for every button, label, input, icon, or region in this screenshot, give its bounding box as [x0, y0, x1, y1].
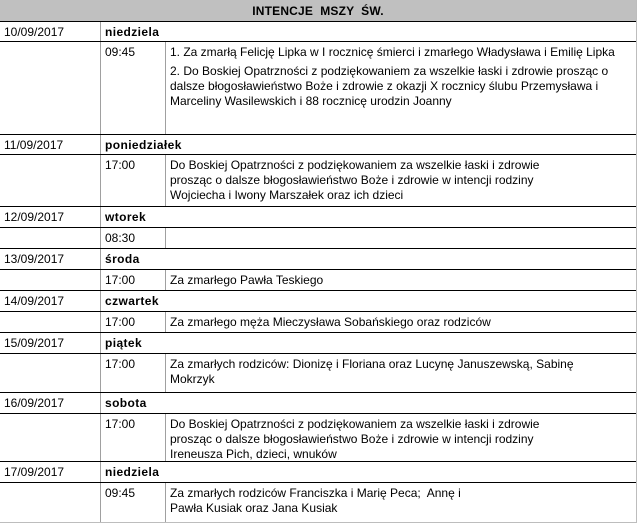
- weekday-cell: sobota: [100, 393, 636, 413]
- empty-cell: [0, 155, 100, 206]
- time-cell: 09:45: [100, 483, 165, 522]
- empty-cell: [0, 312, 100, 332]
- mass-row: [0, 312, 636, 333]
- intention-cell: [165, 42, 636, 134]
- intention-text: 1. Za zmarłą Felicję Lipka w I rocznicę śmierci i zmarłego Władysława i Emilię Lipka: [170, 45, 615, 59]
- date-cell: 15/09/2017: [4, 336, 65, 350]
- date-cell: 16/09/2017: [4, 396, 65, 410]
- mass-row: [0, 155, 636, 207]
- time-cell: 17:00: [100, 270, 165, 290]
- intention-cell: [165, 414, 636, 461]
- weekday-cell: piątek: [100, 333, 636, 353]
- day-row: [0, 207, 636, 228]
- mass-row: [0, 354, 636, 393]
- intention-text: Za zmarłego męża Mieczysława Sobańskiego oraz rodziców: [170, 315, 491, 329]
- time-cell: 09:45: [100, 42, 165, 134]
- weekday-cell: środa: [100, 249, 636, 269]
- time-cell: 17:00: [100, 312, 165, 332]
- weekday-cell: wtorek: [100, 207, 636, 227]
- intention-cell: [165, 483, 636, 522]
- table-title: INTENCJE MSZY ŚW.: [0, 0, 636, 22]
- date-cell: 10/09/2017: [4, 25, 65, 39]
- weekday-cell: poniedziałek: [100, 135, 636, 154]
- day-row: [0, 291, 636, 312]
- date-cell: 17/09/2017: [4, 465, 65, 479]
- weekday-cell: niedziela: [100, 462, 636, 482]
- intention-text: Do Boskiej Opatrzności z podziękowaniem za wszelkie łaski i zdrowie prosząc o dalsze błogosławieństwo Boże i zdrowie w intencji rodziny Wojciecha i Iwony Marszałek oraz ich dzieci: [170, 158, 540, 202]
- intention-text: Do Boskiej Opatrzności z podziękowaniem za wszelkie łaski i zdrowie prosząc o dalsze błogosławieństwo Boże i zdrowie w intencji rodziny Ireneusza Pich, dzieci, wnuków: [170, 417, 540, 461]
- mass-row: [0, 414, 636, 462]
- empty-cell: [0, 414, 100, 461]
- day-row: [0, 22, 636, 42]
- weekday-cell: niedziela: [100, 22, 636, 41]
- intention-text: Za zmarłych rodziców Franciszka i Marię Peca; Annę i Pawła Kusiak oraz Jana Kusiak: [170, 486, 465, 515]
- empty-cell: [0, 354, 100, 392]
- empty-cell: [0, 42, 100, 134]
- intention-cell: [165, 354, 636, 392]
- day-row: [0, 249, 636, 270]
- date-cell: 11/09/2017: [4, 138, 64, 152]
- day-row: [0, 333, 636, 354]
- mass-row: [0, 483, 636, 522]
- empty-cell: [0, 483, 100, 522]
- empty-cell: [0, 228, 100, 248]
- intention-cell: [165, 155, 636, 206]
- mass-row: [0, 270, 636, 291]
- time-cell: 17:00: [100, 155, 165, 206]
- date-cell: 14/09/2017: [4, 294, 65, 308]
- mass-row: [0, 228, 636, 249]
- day-row: [0, 135, 636, 155]
- mass-row: [0, 42, 636, 135]
- time-cell: 08:30: [100, 228, 165, 248]
- empty-cell: [0, 270, 100, 290]
- date-cell: 12/09/2017: [4, 210, 65, 224]
- intention-text: Za zmarłych rodziców: Dionizę i Floriana oraz Lucynę Januszewską, Sabinę Mokrzyk: [170, 357, 574, 386]
- date-cell: 13/09/2017: [4, 252, 65, 266]
- intention-cell: [165, 270, 636, 290]
- intention-text: Za zmarłego Pawła Teskiego: [170, 273, 324, 287]
- intention-cell: [165, 312, 636, 332]
- time-cell: 17:00: [100, 354, 165, 392]
- weekday-cell: czwartek: [100, 291, 636, 311]
- intention-text: 2. Do Boskiej Opatrzności z podziękowaniem za wszelkie łaski i zdrowie prosząc o dalsze błogosławieństwo Boże i zdrowie z okazji X rocznicy ślubu Przemysława i Marceliny Wasilewskich i 88 rocznicę urodzin Joanny: [170, 64, 609, 108]
- time-cell: 17:00: [100, 414, 165, 461]
- intention-cell: [165, 228, 636, 248]
- day-row: [0, 393, 636, 414]
- day-row: [0, 462, 636, 483]
